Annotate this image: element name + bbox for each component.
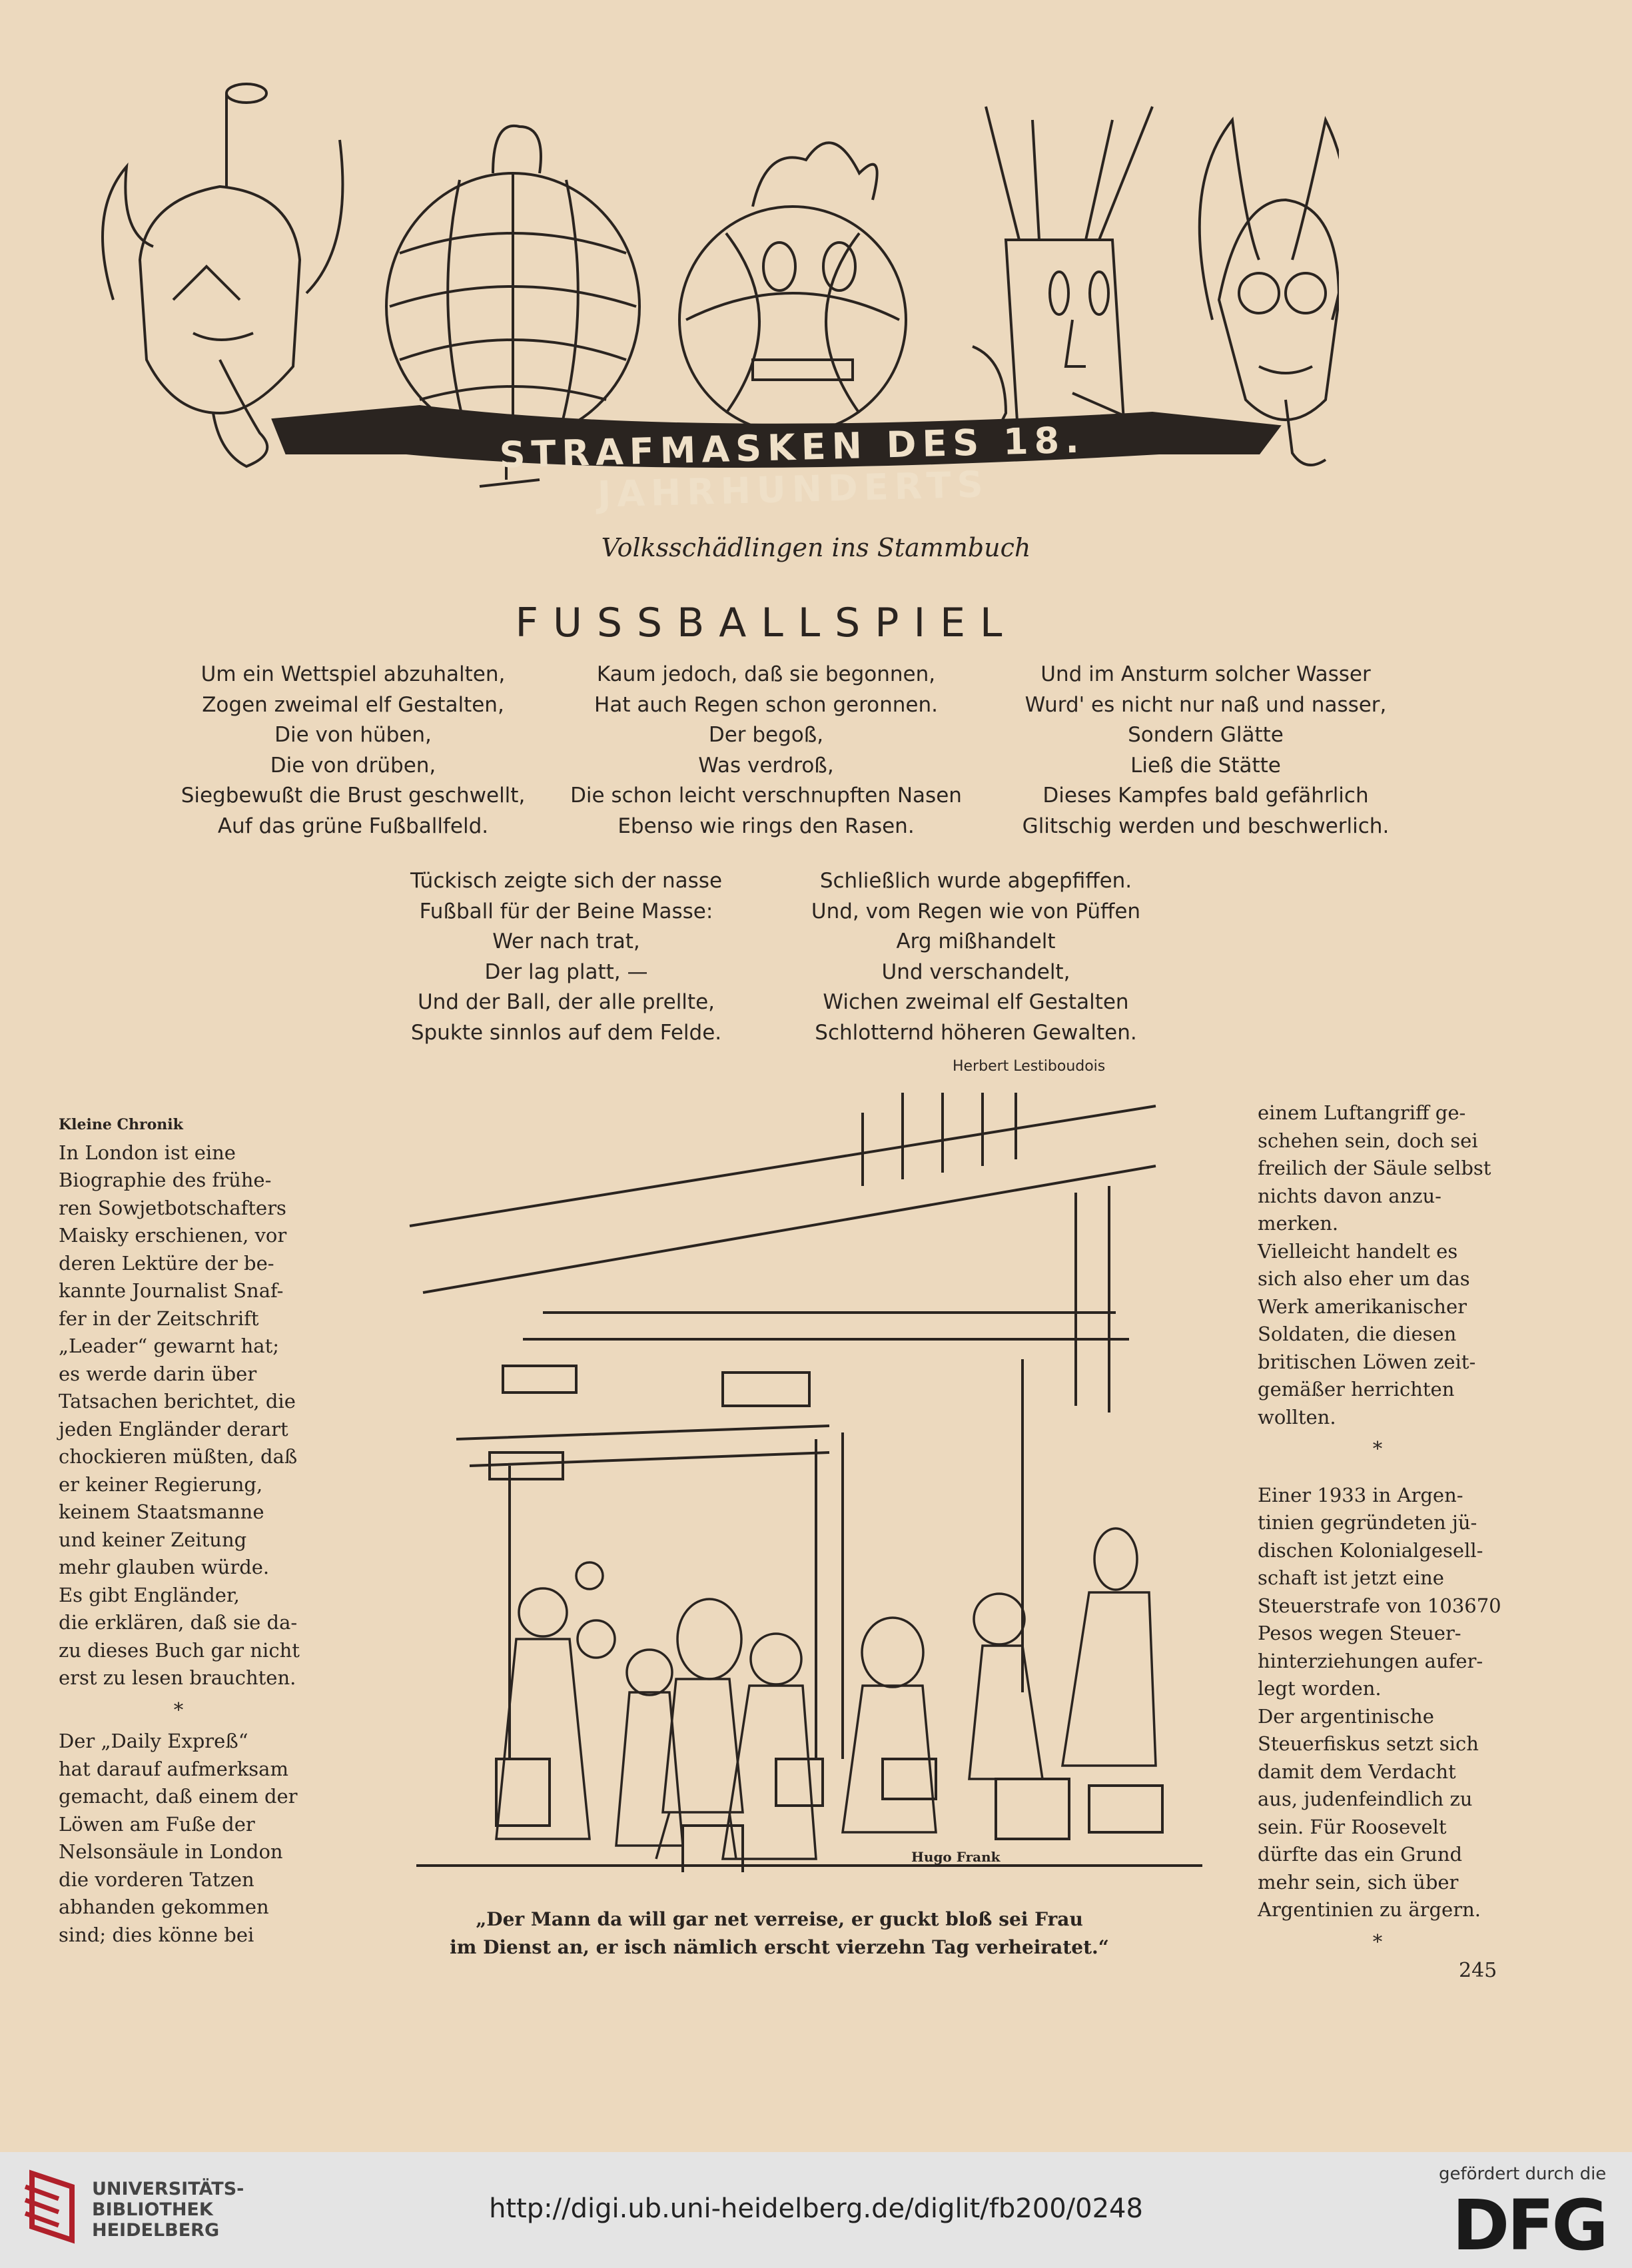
cartoon-caption xyxy=(413,1906,1146,1962)
poem-line: Und der Ball, der alle prellte, xyxy=(417,990,715,1014)
text-line: erst zu lesen brauchten. xyxy=(59,1666,296,1689)
text-line: einem Luftangriff ge- xyxy=(1258,1101,1466,1124)
poem-title: FUSSBALLSPIEL xyxy=(515,600,1017,646)
poem-line: Siegbewußt die Brust geschwellt, xyxy=(181,784,526,808)
text-line: wollten. xyxy=(1258,1405,1336,1428)
mask-5-illustration xyxy=(1200,120,1339,465)
text-line: Vielleicht handelt es xyxy=(1258,1239,1458,1263)
text-line: nichts davon anzu- xyxy=(1258,1184,1441,1207)
text-line: er keiner Regierung, xyxy=(59,1472,263,1496)
mask-1-illustration xyxy=(103,84,342,466)
poem-line: Wer nach trat, xyxy=(492,929,640,953)
poem-line: Glitschig werden und beschwerlich. xyxy=(1022,814,1390,838)
poem-line: Tückisch zeigte sich der nasse xyxy=(410,869,723,893)
text-line: Argentinien zu ärgern. xyxy=(1258,1898,1481,1921)
text-line: fer in der Zeitschrift xyxy=(59,1307,259,1330)
poem-stanza-5 xyxy=(759,866,1192,1048)
poem-line: Ließ die Stätte xyxy=(1130,753,1281,778)
poem-line: Um ein Wettspiel abzuhalten, xyxy=(201,662,506,686)
poem-stanza-4 xyxy=(360,866,773,1048)
library-name-line: HEIDELBERG xyxy=(92,2220,220,2241)
poem-line: Schließlich wurde abgepfiffen. xyxy=(819,869,1132,893)
text-line: die vorderen Tatzen xyxy=(59,1868,254,1891)
text-line: es werde darin über xyxy=(59,1362,257,1385)
text-line: Soldaten, die diesen xyxy=(1258,1323,1457,1345)
text-line: chockieren müßten, daß xyxy=(59,1445,298,1468)
text-line: damit dem Verdacht xyxy=(1258,1760,1456,1783)
banner-title: STRAFMASKEN DES 18. JAHRHUNDERTS xyxy=(498,418,1086,516)
text-line: aus, judenfeindlich zu xyxy=(1258,1788,1473,1810)
poem-stanza-3 xyxy=(973,660,1439,842)
poem-line: Fußball für der Beine Masse: xyxy=(419,899,713,923)
text-line: gemäßer herrichten xyxy=(1258,1378,1455,1401)
poem-line: Die schon leicht verschnupften Nasen xyxy=(570,784,962,808)
section-divider: * xyxy=(173,1698,184,1721)
library-name-line: BIBLIOTHEK xyxy=(92,2199,213,2220)
text-line: zu dieses Buch gar nicht xyxy=(59,1638,300,1662)
poem-line: Was verdroß, xyxy=(698,753,834,778)
section-divider: * xyxy=(1372,1437,1383,1460)
poem-stanza-2 xyxy=(553,660,979,842)
caption-line: im Dienst an, er isch nämlich erscht vierzehn Tag verheiratet.“ xyxy=(450,1936,1109,1958)
text-line: Steuerstrafe von 103670 xyxy=(1258,1594,1501,1617)
text-line: abhanden gekommen xyxy=(59,1896,269,1918)
text-line: Maisky erschienen, vor xyxy=(59,1224,287,1247)
text-line: freilich der Säule selbst xyxy=(1258,1157,1491,1179)
text-line: die erklären, daß sie da- xyxy=(59,1611,298,1634)
text-line: Der „Daily Expreß“ xyxy=(59,1730,248,1752)
page-number: 245 xyxy=(1459,1959,1497,1982)
text-line: ren Sowjetbotschafters xyxy=(59,1196,286,1219)
subtitle: Volksschädlingen ins Stammbuch xyxy=(601,533,1031,562)
text-line: jeden Engländer derart xyxy=(59,1417,288,1440)
poem-stanza-1 xyxy=(127,660,580,842)
poem-line: Schlotternd höheren Gewalten. xyxy=(815,1020,1137,1045)
funded-by-label: gefördert durch die xyxy=(1439,2164,1607,2184)
text-line: Pesos wegen Steuer- xyxy=(1258,1622,1461,1644)
poem-line: Der begoß, xyxy=(708,723,824,747)
text-line: Tatsachen berichtet, die xyxy=(59,1390,296,1413)
text-line: dürfte das ein Grund xyxy=(1258,1843,1463,1866)
text-line: sind; dies könne bei xyxy=(59,1923,254,1946)
poem-line: Hat auch Regen schon geronnen. xyxy=(594,692,938,717)
text-line: britischen Löwen zeit- xyxy=(1258,1350,1476,1373)
text-line: legt worden. xyxy=(1258,1677,1382,1700)
text-line: Steuerfiskus setzt sich xyxy=(1258,1732,1479,1755)
footer-bar xyxy=(0,2152,1632,2268)
cartoon-signature: Hugo Frank xyxy=(911,1849,1001,1865)
text-line: gemacht, daß einem der xyxy=(59,1785,298,1808)
text-line: In London ist eine xyxy=(59,1141,236,1164)
text-line: „Leader“ gewarnt hat; xyxy=(59,1335,280,1357)
poem-line: Kaum jedoch, daß sie begonnen, xyxy=(596,662,936,686)
library-name-line: UNIVERSITÄTS- xyxy=(92,2179,244,2199)
text-line: Biographie des frühe- xyxy=(59,1169,272,1191)
text-line: Werk amerikanischer xyxy=(1258,1295,1467,1318)
mask-4-illustration xyxy=(973,107,1192,453)
caption-line: „Der Mann da will gar net verreise, er guckt bloß sei Frau xyxy=(476,1908,1083,1930)
section-divider: * xyxy=(1372,1930,1383,1953)
text-line: sein. Für Roosevelt xyxy=(1258,1815,1447,1838)
poem-line: Auf das grüne Fußballfeld. xyxy=(217,814,489,838)
text-line: mehr glauben würde. xyxy=(59,1556,270,1578)
poem-line: Zogen zweimal elf Gestalten, xyxy=(202,692,504,717)
poem-author: Herbert Lestiboudois xyxy=(953,1058,1106,1075)
text-line: mehr sein, sich über xyxy=(1258,1870,1459,1894)
poem-line: Sondern Glätte xyxy=(1128,723,1284,747)
left-column xyxy=(59,1111,298,1949)
cartoon-illustration xyxy=(323,1093,1202,1872)
text-line: schehen sein, doch sei xyxy=(1258,1129,1478,1152)
text-line: Löwen am Fuße der xyxy=(59,1812,255,1836)
right-column xyxy=(1258,1099,1501,1960)
poem-line: Wurd' es nicht nur naß und nasser, xyxy=(1024,692,1387,717)
text-line: dischen Kolonialgesell- xyxy=(1258,1538,1483,1562)
text-line: sich also eher um das xyxy=(1258,1267,1470,1290)
poem-line: Und, vom Regen wie von Püffen xyxy=(811,899,1141,923)
text-line: hat darauf aufmerksam xyxy=(59,1757,288,1780)
text-line: Es gibt Engländer, xyxy=(59,1583,240,1606)
source-url-link[interactable]: http://digi.ub.uni-heidelberg.de/diglit/fb200/0248 xyxy=(489,2193,1143,2224)
poem-line: Der lag platt, — xyxy=(484,959,648,984)
poem-line: Ebenso wie rings den Rasen. xyxy=(617,814,915,838)
poem-line: Und verschandelt, xyxy=(881,959,1070,984)
poem-line: Arg mißhandelt xyxy=(896,929,1056,953)
text-line: schaft ist jetzt eine xyxy=(1258,1566,1444,1589)
dfg-logo[interactable]: DFG xyxy=(1452,2185,1606,2266)
mask-3-illustration xyxy=(679,143,926,453)
poem-line: Dieses Kampfes bald gefährlich xyxy=(1042,784,1369,808)
text-line: und keiner Zeitung xyxy=(59,1528,247,1551)
text-line: keinem Staatsmanne xyxy=(59,1500,264,1523)
column-heading: Kleine Chronik xyxy=(59,1116,183,1133)
poem-line: Spukte sinnlos auf dem Felde. xyxy=(410,1020,722,1045)
text-line: Der argentinische xyxy=(1258,1704,1434,1728)
poem-line: Und im Ansturm solcher Wasser xyxy=(1040,662,1371,686)
poem-line: Die von hüben, xyxy=(274,723,432,747)
text-line: hinterziehungen aufer- xyxy=(1258,1649,1483,1672)
text-line: deren Lektüre der be- xyxy=(59,1251,274,1275)
poem-line: Die von drüben, xyxy=(270,753,436,778)
text-line: Nelsonsäule in London xyxy=(59,1840,283,1863)
poem-line: Wichen zweimal elf Gestalten xyxy=(823,990,1129,1014)
text-line: merken. xyxy=(1258,1212,1339,1235)
text-line: tinien gegründeten jü- xyxy=(1258,1511,1477,1534)
text-line: kannte Journalist Snaf- xyxy=(59,1279,284,1302)
text-line: Einer 1933 in Argen- xyxy=(1258,1483,1463,1506)
